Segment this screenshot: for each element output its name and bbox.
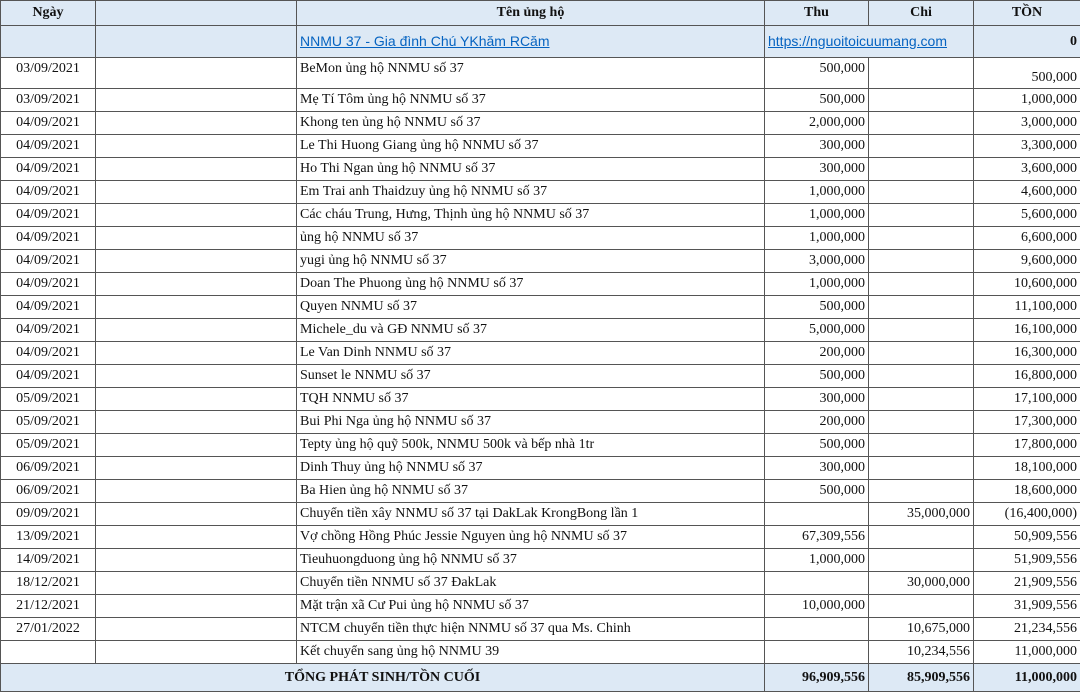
table-row bbox=[1, 250, 1080, 273]
cell-in[interactable]: 2,000,000 bbox=[765, 112, 869, 135]
cell-date[interactable]: 04/09/2021 bbox=[1, 135, 96, 158]
cell-blank[interactable] bbox=[96, 595, 297, 618]
cell-blank[interactable] bbox=[96, 457, 297, 480]
cell-balance[interactable]: 17,300,000 bbox=[974, 411, 1080, 434]
cell-name[interactable]: yugi ủng hộ NNMU số 37 bbox=[297, 250, 765, 273]
cell-balance[interactable]: 51,909,556 bbox=[974, 549, 1080, 572]
cell-name[interactable]: NTCM chuyển tiền thực hiện NNMU số 37 qua Ms. Chinh bbox=[297, 618, 765, 641]
cell-out[interactable] bbox=[869, 411, 974, 434]
cell-balance[interactable]: 11,100,000 bbox=[974, 296, 1080, 319]
cell-out[interactable] bbox=[869, 480, 974, 503]
table-row bbox=[1, 227, 1080, 250]
cell-out[interactable] bbox=[869, 365, 974, 388]
header-balance[interactable]: TỒN bbox=[974, 1, 1080, 26]
cell-balance[interactable]: 18,100,000 bbox=[974, 457, 1080, 480]
cell-balance[interactable]: 17,100,000 bbox=[974, 388, 1080, 411]
cell-date[interactable]: 04/09/2021 bbox=[1, 158, 96, 181]
table-row bbox=[1, 296, 1080, 319]
table-row bbox=[1, 342, 1080, 365]
cell-in[interactable]: 1,000,000 bbox=[765, 181, 869, 204]
cell-name[interactable]: Le Thi Huong Giang ủng hộ NNMU số 37 bbox=[297, 135, 765, 158]
cell-balance[interactable]: 17,800,000 bbox=[974, 434, 1080, 457]
cell-name[interactable]: Ba Hien ủng hộ NNMU số 37 bbox=[297, 480, 765, 503]
cell-date[interactable]: 03/09/2021 bbox=[1, 58, 96, 89]
cell-blank[interactable] bbox=[96, 273, 297, 296]
cell-balance[interactable]: 3,600,000 bbox=[974, 158, 1080, 181]
cell-in[interactable]: 200,000 bbox=[765, 411, 869, 434]
cell-balance[interactable]: 50,909,556 bbox=[974, 526, 1080, 549]
cell-out[interactable] bbox=[869, 457, 974, 480]
cell-in[interactable]: 1,000,000 bbox=[765, 273, 869, 296]
cell-out[interactable] bbox=[869, 434, 974, 457]
cell-date[interactable]: 05/09/2021 bbox=[1, 411, 96, 434]
cell-balance[interactable]: 1,000,000 bbox=[974, 89, 1080, 112]
cell-blank[interactable] bbox=[96, 434, 297, 457]
footer-balance[interactable]: 11,000,000 bbox=[974, 664, 1080, 692]
cell-out[interactable]: 35,000,000 bbox=[869, 503, 974, 526]
cell-out[interactable] bbox=[869, 204, 974, 227]
table-row bbox=[1, 158, 1080, 181]
cell-date[interactable]: 05/09/2021 bbox=[1, 434, 96, 457]
cell-date[interactable]: 09/09/2021 bbox=[1, 503, 96, 526]
cell-date[interactable]: 05/09/2021 bbox=[1, 388, 96, 411]
cell-out[interactable]: 10,675,000 bbox=[869, 618, 974, 641]
cell-name[interactable]: Chuyển tiền xây NNMU số 37 tại DakLak KrongBong lần 1 bbox=[297, 503, 765, 526]
table-row bbox=[1, 457, 1080, 480]
cell-out[interactable] bbox=[869, 296, 974, 319]
campaign-balance[interactable]: 0 bbox=[974, 26, 1080, 58]
cell-name[interactable]: Khong ten ủng hộ NNMU số 37 bbox=[297, 112, 765, 135]
cell-out[interactable] bbox=[869, 549, 974, 572]
campaign-url-link[interactable]: https://nguoitoicuumang.com bbox=[768, 33, 947, 49]
cell-blank[interactable] bbox=[96, 503, 297, 526]
cell-name[interactable]: ủng hộ NNMU số 37 bbox=[297, 227, 765, 250]
cell-balance[interactable]: 4,600,000 bbox=[974, 181, 1080, 204]
cell-blank[interactable] bbox=[96, 342, 297, 365]
cell-blank[interactable] bbox=[96, 319, 297, 342]
cell-in[interactable]: 500,000 bbox=[765, 365, 869, 388]
cell-date[interactable]: 04/09/2021 bbox=[1, 204, 96, 227]
cell-date[interactable]: 03/09/2021 bbox=[1, 89, 96, 112]
table-row bbox=[1, 526, 1080, 549]
cell-out[interactable] bbox=[869, 319, 974, 342]
header-out[interactable]: Chi bbox=[869, 1, 974, 26]
cell-blank[interactable] bbox=[96, 204, 297, 227]
cell-date[interactable]: 04/09/2021 bbox=[1, 250, 96, 273]
header-blank[interactable] bbox=[96, 1, 297, 26]
cell-blank[interactable] bbox=[96, 181, 297, 204]
cell-in[interactable] bbox=[765, 503, 869, 526]
table-row bbox=[1, 411, 1080, 434]
cell-balance[interactable]: 16,100,000 bbox=[974, 319, 1080, 342]
cell-balance[interactable]: 18,600,000 bbox=[974, 480, 1080, 503]
cell-out[interactable] bbox=[869, 250, 974, 273]
campaign-url-cell[interactable] bbox=[765, 26, 974, 58]
cell-in[interactable]: 10,000,000 bbox=[765, 595, 869, 618]
table-row bbox=[1, 388, 1080, 411]
campaign-title-cell[interactable] bbox=[297, 26, 765, 58]
cell-in[interactable]: 300,000 bbox=[765, 457, 869, 480]
cell-out[interactable] bbox=[869, 526, 974, 549]
cell[interactable] bbox=[1, 26, 96, 58]
cell-date[interactable]: 04/09/2021 bbox=[1, 227, 96, 250]
cell-name[interactable]: Chuyển tiền NNMU số 37 ĐakLak bbox=[297, 572, 765, 595]
cell-blank[interactable] bbox=[96, 388, 297, 411]
cell-name[interactable]: Em Trai anh Thaidzuy ủng hộ NNMU số 37 bbox=[297, 181, 765, 204]
cell-date[interactable]: 04/09/2021 bbox=[1, 319, 96, 342]
cell-out[interactable]: 30,000,000 bbox=[869, 572, 974, 595]
cell-in[interactable]: 1,000,000 bbox=[765, 204, 869, 227]
cell-out[interactable] bbox=[869, 595, 974, 618]
footer-row bbox=[1, 664, 1080, 692]
cell-out[interactable] bbox=[869, 112, 974, 135]
campaign-title-link[interactable]: NNMU 37 - Gia đình Chú YKhăm RCăm bbox=[300, 33, 550, 49]
table-row bbox=[1, 434, 1080, 457]
cell-date[interactable]: 04/09/2021 bbox=[1, 365, 96, 388]
header-in[interactable]: Thu bbox=[765, 1, 869, 26]
cell-balance[interactable]: 21,909,556 bbox=[974, 572, 1080, 595]
table-row bbox=[1, 365, 1080, 388]
footer-in[interactable]: 96,909,556 bbox=[765, 664, 869, 692]
table-row bbox=[1, 112, 1080, 135]
cell-in[interactable]: 1,000,000 bbox=[765, 227, 869, 250]
cell-name[interactable]: Mẹ Tí Tôm ủng hộ NNMU số 37 bbox=[297, 89, 765, 112]
cell-blank[interactable] bbox=[96, 526, 297, 549]
cell-blank[interactable] bbox=[96, 572, 297, 595]
table-row bbox=[1, 618, 1080, 641]
cell-blank[interactable] bbox=[96, 135, 297, 158]
cell-date[interactable]: 04/09/2021 bbox=[1, 112, 96, 135]
table-row bbox=[1, 549, 1080, 572]
cell-date[interactable]: 27/01/2022 bbox=[1, 618, 96, 641]
footer-out[interactable]: 85,909,556 bbox=[869, 664, 974, 692]
cell-in[interactable]: 300,000 bbox=[765, 158, 869, 181]
cell-name[interactable]: BeMon ủng hộ NNMU số 37 bbox=[297, 58, 765, 89]
cell-date[interactable]: 14/09/2021 bbox=[1, 549, 96, 572]
cell-balance[interactable]: 3,000,000 bbox=[974, 112, 1080, 135]
cell-blank[interactable] bbox=[96, 641, 297, 664]
table-row bbox=[1, 204, 1080, 227]
table-row bbox=[1, 480, 1080, 503]
footer-label[interactable]: TỔNG PHÁT SINH/TỒN CUỐI bbox=[1, 664, 765, 692]
cell-date[interactable]: 13/09/2021 bbox=[1, 526, 96, 549]
cell-balance[interactable]: 500,000 bbox=[974, 58, 1080, 89]
table-row bbox=[1, 503, 1080, 526]
cell-out[interactable] bbox=[869, 89, 974, 112]
cell-in[interactable] bbox=[765, 641, 869, 664]
table-row bbox=[1, 641, 1080, 664]
cell-blank[interactable] bbox=[96, 296, 297, 319]
cell-name[interactable]: Doan The Phuong ủng hộ NNMU số 37 bbox=[297, 273, 765, 296]
cell-balance[interactable]: 5,600,000 bbox=[974, 204, 1080, 227]
cell-balance[interactable]: 11,000,000 bbox=[974, 641, 1080, 664]
cell-balance[interactable]: (16,400,000) bbox=[974, 503, 1080, 526]
cell-name[interactable]: Michele_du và GĐ NNMU số 37 bbox=[297, 319, 765, 342]
header-name[interactable]: Tên ủng hộ bbox=[297, 1, 765, 26]
cell-name[interactable]: Dinh Thuy ủng hộ NNMU số 37 bbox=[297, 457, 765, 480]
table-row bbox=[1, 135, 1080, 158]
cell-name[interactable]: Vợ chồng Hồng Phúc Jessie Nguyen ủng hộ NNMU số 37 bbox=[297, 526, 765, 549]
cell-in[interactable]: 5,000,000 bbox=[765, 319, 869, 342]
cell-date[interactable]: 18/12/2021 bbox=[1, 572, 96, 595]
cell-balance[interactable]: 31,909,556 bbox=[974, 595, 1080, 618]
cell-balance[interactable]: 21,234,556 bbox=[974, 618, 1080, 641]
cell-in[interactable]: 500,000 bbox=[765, 89, 869, 112]
cell-balance[interactable]: 9,600,000 bbox=[974, 250, 1080, 273]
cell-date[interactable]: 04/09/2021 bbox=[1, 181, 96, 204]
cell-blank[interactable] bbox=[96, 89, 297, 112]
cell-blank[interactable] bbox=[96, 618, 297, 641]
table-row bbox=[1, 58, 1080, 89]
cell-blank[interactable] bbox=[96, 411, 297, 434]
cell-in[interactable]: 500,000 bbox=[765, 434, 869, 457]
cell-in[interactable]: 300,000 bbox=[765, 388, 869, 411]
cell-name[interactable]: Tieuhuongduong ủng hộ NNMU số 37 bbox=[297, 549, 765, 572]
header-date[interactable]: Ngày bbox=[1, 1, 96, 26]
cell-in[interactable] bbox=[765, 572, 869, 595]
cell-in[interactable]: 200,000 bbox=[765, 342, 869, 365]
cell-in[interactable] bbox=[765, 618, 869, 641]
campaign-row bbox=[1, 26, 1080, 58]
cell-date[interactable]: 06/09/2021 bbox=[1, 457, 96, 480]
cell-blank[interactable] bbox=[96, 250, 297, 273]
cell-name[interactable]: Bui Phi Nga ủng hộ NNMU số 37 bbox=[297, 411, 765, 434]
cell-name[interactable]: Le Van Dinh NNMU số 37 bbox=[297, 342, 765, 365]
cell-blank[interactable] bbox=[96, 158, 297, 181]
cell-balance[interactable]: 16,300,000 bbox=[974, 342, 1080, 365]
cell-name[interactable]: Mặt trận xã Cư Pui ủng hộ NNMU số 37 bbox=[297, 595, 765, 618]
cell-in[interactable]: 300,000 bbox=[765, 135, 869, 158]
cell-out[interactable] bbox=[869, 227, 974, 250]
cell-out[interactable] bbox=[869, 273, 974, 296]
cell-blank[interactable] bbox=[96, 227, 297, 250]
cell-out[interactable]: 10,234,556 bbox=[869, 641, 974, 664]
cell-out[interactable] bbox=[869, 135, 974, 158]
cell-out[interactable] bbox=[869, 58, 974, 89]
cell-blank[interactable] bbox=[96, 365, 297, 388]
cell-date[interactable] bbox=[1, 641, 96, 664]
cell-blank[interactable] bbox=[96, 112, 297, 135]
cell-date[interactable]: 04/09/2021 bbox=[1, 342, 96, 365]
cell-out[interactable] bbox=[869, 181, 974, 204]
cell-blank[interactable] bbox=[96, 58, 297, 89]
cell-date[interactable]: 06/09/2021 bbox=[1, 480, 96, 503]
cell-in[interactable]: 67,309,556 bbox=[765, 526, 869, 549]
cell-out[interactable] bbox=[869, 388, 974, 411]
cell-name[interactable]: TQH NNMU số 37 bbox=[297, 388, 765, 411]
cell-in[interactable]: 500,000 bbox=[765, 480, 869, 503]
cell-blank[interactable] bbox=[96, 480, 297, 503]
table-row bbox=[1, 572, 1080, 595]
cell-out[interactable] bbox=[869, 158, 974, 181]
table-row bbox=[1, 181, 1080, 204]
cell-name[interactable]: Quyen NNMU số 37 bbox=[297, 296, 765, 319]
cell-balance[interactable]: 6,600,000 bbox=[974, 227, 1080, 250]
cell-name[interactable]: Sunset le NNMU số 37 bbox=[297, 365, 765, 388]
cell-balance[interactable]: 10,600,000 bbox=[974, 273, 1080, 296]
table-row bbox=[1, 595, 1080, 618]
cell-blank[interactable] bbox=[96, 549, 297, 572]
table-row bbox=[1, 319, 1080, 342]
table-row bbox=[1, 89, 1080, 112]
cell-name[interactable]: Tepty ủng hộ quỹ 500k, NNMU 500k và bếp nhà 1tr bbox=[297, 434, 765, 457]
cell-name[interactable]: Ho Thi Ngan ủng hộ NNMU số 37 bbox=[297, 158, 765, 181]
header-row bbox=[1, 1, 1080, 26]
table-row bbox=[1, 273, 1080, 296]
cell-date[interactable]: 21/12/2021 bbox=[1, 595, 96, 618]
cell-date[interactable]: 04/09/2021 bbox=[1, 296, 96, 319]
cell-in[interactable]: 500,000 bbox=[765, 296, 869, 319]
cell-date[interactable]: 04/09/2021 bbox=[1, 273, 96, 296]
cell-balance[interactable]: 3,300,000 bbox=[974, 135, 1080, 158]
cell-name[interactable]: Kết chuyển sang ủng hộ NNMU 39 bbox=[297, 641, 765, 664]
cell-out[interactable] bbox=[869, 342, 974, 365]
cell-balance[interactable]: 16,800,000 bbox=[974, 365, 1080, 388]
cell-in[interactable]: 500,000 bbox=[765, 58, 869, 89]
cell[interactable] bbox=[96, 26, 297, 58]
cell-in[interactable]: 3,000,000 bbox=[765, 250, 869, 273]
cell-name[interactable]: Các cháu Trung, Hưng, Thịnh ủng hộ NNMU số 37 bbox=[297, 204, 765, 227]
cell-in[interactable]: 1,000,000 bbox=[765, 549, 869, 572]
